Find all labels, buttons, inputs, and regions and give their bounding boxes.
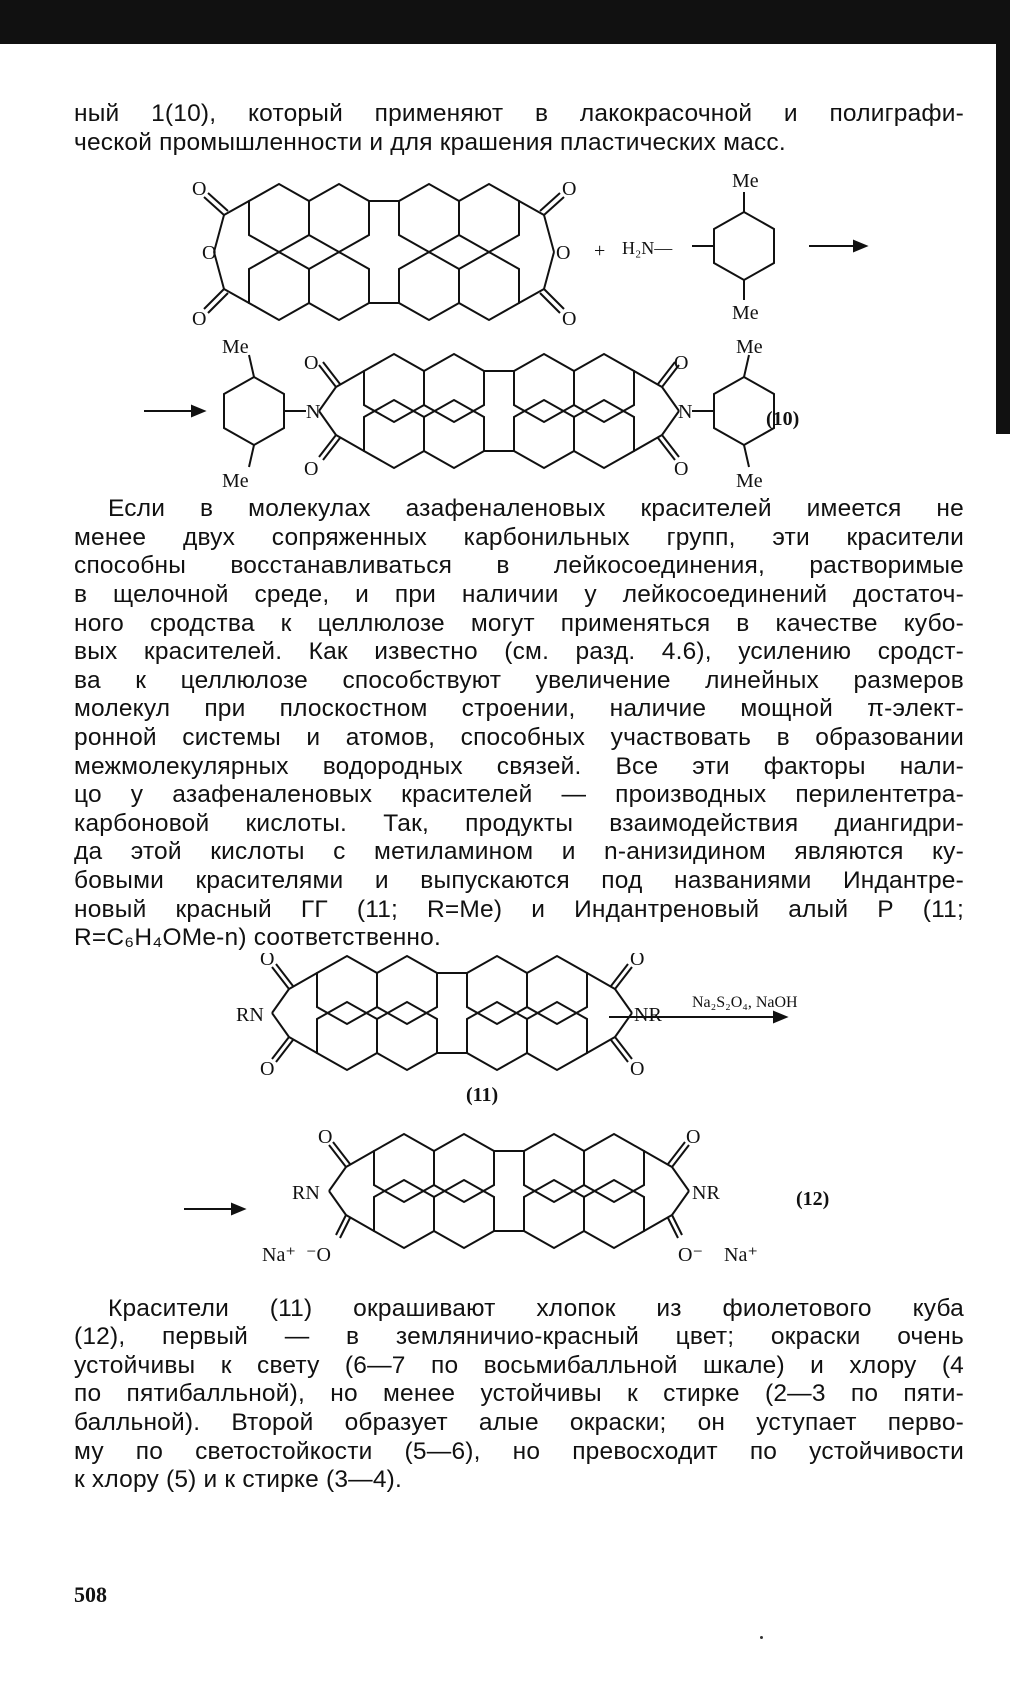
text-line: да этой кислоты с метиламином и n-анизидином являются ку- bbox=[74, 838, 964, 866]
text-line: му по светостойкости (5—6), но превосходит по устойчивости bbox=[74, 1437, 964, 1465]
compound-label: (11) bbox=[466, 1083, 499, 1106]
scan-speck bbox=[760, 1636, 763, 1639]
structure-diagram-10 bbox=[74, 157, 964, 495]
final-paragraph bbox=[74, 1295, 964, 1495]
atom-label: O bbox=[192, 308, 207, 331]
atom-label: N bbox=[678, 401, 693, 424]
atom-label: ⁻O bbox=[306, 1243, 331, 1266]
text-line: балльной). Второй образует алые окраски; он уступает перво- bbox=[74, 1409, 964, 1437]
text-line: устойчивы к свету (6—7 по восьмибалльной шкале) и хлору (4 bbox=[74, 1351, 964, 1379]
atom-label: Na⁺ bbox=[724, 1243, 758, 1266]
atom-label: O bbox=[304, 352, 319, 375]
text-line: ческой промышленности и для крашения пластических масс. bbox=[74, 128, 786, 156]
text-line: ронной системы и атомов, способных участвовать в образовании bbox=[74, 723, 964, 751]
text-line: к хлору (5) и к стирке (3—4). bbox=[74, 1466, 403, 1494]
text-line: по пятибалльной), но менее устойчивы к стирке (2—3 по пяти- bbox=[74, 1380, 964, 1408]
atom-label: O bbox=[630, 952, 645, 970]
text-line: цо у азафеналеновых красителей — производных перилентетра- bbox=[74, 781, 964, 809]
reaction-scheme-11-12 bbox=[74, 953, 964, 1295]
atom-label: NR bbox=[692, 1181, 720, 1204]
atom-label: RN bbox=[292, 1181, 320, 1204]
structure-diagram-11-12 bbox=[74, 953, 964, 1295]
text-line: молекул при плоскостном строении, наличие мощной π-элект- bbox=[74, 695, 964, 723]
text-line: новый красный ГГ (11; R=Me) и Индантреновый алый Р (11; bbox=[74, 895, 964, 923]
plus-sign: + bbox=[594, 240, 606, 263]
text-line: межмолекулярных водородных связей. Все эти факторы нали- bbox=[74, 752, 964, 780]
main-paragraph bbox=[74, 495, 964, 953]
amine-label: H₂N— bbox=[622, 238, 673, 259]
compound-label: (10) bbox=[766, 408, 800, 431]
page-number: 508 bbox=[74, 1582, 107, 1607]
text-line: вых красителей. Как известно (см. разд. 4.6), усилению сродст- bbox=[74, 638, 964, 666]
atom-label: N bbox=[306, 401, 321, 424]
text-line: карбоновой кислоты. Так, продукты взаимодействия диангидри- bbox=[74, 809, 964, 837]
text-line: ного сродства к целлюлозе могут применяться в качестве кубо- bbox=[74, 609, 964, 637]
atom-label: O bbox=[562, 308, 577, 331]
atom-label: O bbox=[674, 352, 689, 375]
scan-top-edge bbox=[0, 0, 1010, 44]
atom-label: O bbox=[562, 178, 577, 201]
text-line: (12), первый — в земляничио-красный цвет; окраски очень bbox=[74, 1323, 964, 1351]
atom-label: O bbox=[630, 1057, 645, 1080]
atom-label: Me bbox=[732, 170, 759, 193]
atom-label: O bbox=[318, 1125, 333, 1148]
text-line: бовыми красителями и выпускаются под названиями Индантре- bbox=[74, 866, 964, 894]
atom-label: O bbox=[556, 242, 571, 265]
atom-label: NR bbox=[634, 1003, 662, 1026]
atom-label: O bbox=[674, 458, 689, 481]
text-line: ва к целлюлозе способствуют увеличение линейных размеров bbox=[74, 666, 964, 694]
atom-label: Me bbox=[732, 302, 759, 325]
atom-label: O bbox=[202, 242, 217, 265]
text-line: в щелочной среде, и при наличии у лейкосоединений достаточ- bbox=[74, 580, 964, 608]
atom-label: O⁻ bbox=[678, 1243, 703, 1266]
atom-label: Na⁺ bbox=[262, 1243, 296, 1266]
text-line: способны восстанавливаться в лейкосоединения, растворимые bbox=[74, 552, 964, 580]
atom-label: O bbox=[192, 178, 207, 201]
intro-paragraph bbox=[74, 100, 964, 157]
atom-label: RN bbox=[236, 1003, 264, 1026]
atom-label: Me bbox=[222, 336, 249, 359]
atom-label: Me bbox=[736, 470, 763, 493]
text-line: R=C₆H₄OMe-n) соответственно. bbox=[74, 924, 441, 952]
atom-label: O bbox=[260, 1057, 275, 1080]
atom-label: O bbox=[686, 1125, 701, 1148]
atom-label: Me bbox=[222, 470, 249, 493]
page-body bbox=[74, 100, 964, 1495]
compound-label: (12) bbox=[796, 1187, 830, 1210]
text-line: менее двух сопряженных карбонильных групп, эти красители bbox=[74, 523, 964, 551]
atom-label: O bbox=[260, 952, 275, 970]
reagents-label: Na₂S₂O₄, NaOH bbox=[692, 993, 798, 1011]
scan-right-edge bbox=[996, 44, 1010, 434]
atom-label: Me bbox=[736, 336, 763, 359]
reaction-scheme-10 bbox=[74, 157, 964, 495]
atom-label: O bbox=[304, 458, 319, 481]
text-line: ный 1(10), который применяют в лакокрасочной и полиграфи- bbox=[74, 100, 964, 127]
text-line: Если в молекулах азафеналеновых красителей имеется не bbox=[108, 495, 964, 523]
text-line: Красители (11) окрашивают хлопок из фиолетового куба bbox=[108, 1294, 964, 1322]
